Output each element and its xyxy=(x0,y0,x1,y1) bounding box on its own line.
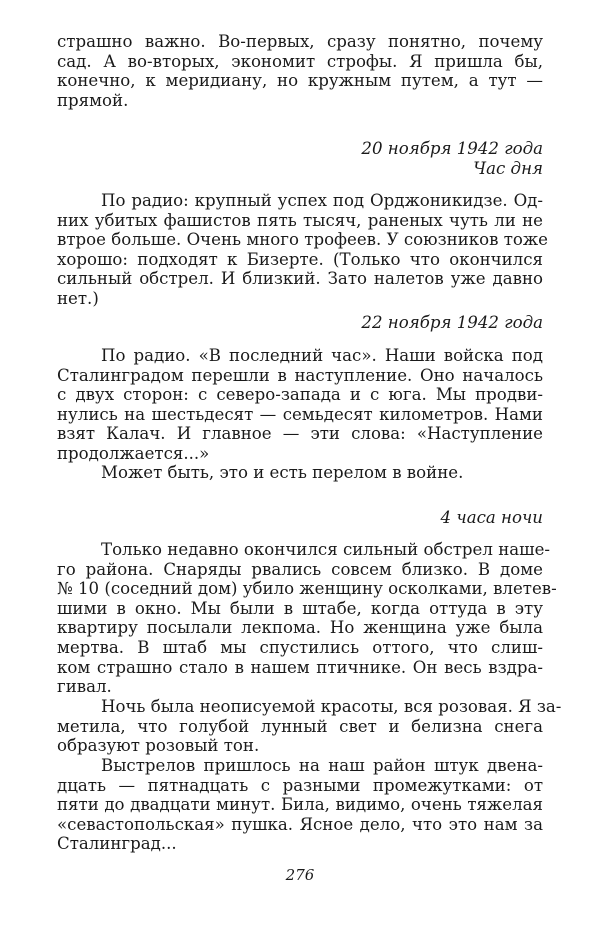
text-line: Выстрелов пришлось на наш район штук двена- xyxy=(101,756,543,775)
text-line: нет.) xyxy=(57,288,99,308)
paragraph xyxy=(57,697,562,756)
text-line: квартиру посылали лекпома. Но женщина уже была xyxy=(57,618,543,638)
date: 22 ноября 1942 года xyxy=(361,313,543,332)
text-line: втрое больше. Очень много трофеев. У союзников тоже xyxy=(57,230,548,250)
text-line: По радио. «В последний час». Наши войска под xyxy=(101,346,543,365)
paragraph xyxy=(57,191,548,309)
text-line: с двух сторон: с северо-запада и с юга. Мы продви- xyxy=(57,385,543,405)
paragraph xyxy=(57,32,543,110)
paragraph xyxy=(57,540,557,697)
text-line: го района. Снаряды рвались совсем близко. В доме xyxy=(57,559,543,579)
text-line: Ночь была неописуемой красоты, вся розовая. Я за- xyxy=(101,697,562,716)
text-line: дцать — пятнадцать с разными промежутками: от xyxy=(57,775,543,795)
text-line: Сталинград... xyxy=(57,834,177,854)
text-line: страшно важно. Во-первых, сразу понятно, почему xyxy=(57,32,543,51)
paragraph xyxy=(57,756,543,854)
page-number: 276 xyxy=(285,866,315,884)
text-line: мертва. В штаб мы спустились оттого, что слиш- xyxy=(57,637,543,657)
text-line: взят Калач. И главное — эти слова: «Наступление xyxy=(57,424,543,444)
text-line: Только недавно окончился сильный обстрел наше- xyxy=(101,540,550,559)
paragraph xyxy=(57,463,543,483)
text-line: шими в окно. Мы были в штабе, когда оттуда в эту xyxy=(57,598,543,618)
text-line: По радио: крупный успех под Орджоникидзе. Од- xyxy=(101,191,543,210)
text-line: гивал. xyxy=(57,677,112,697)
text-line: пяти до двадцати минут. Била, видимо, очень тяжелая xyxy=(57,795,543,815)
text-line: образуют розовый тон. xyxy=(57,736,260,756)
diary-time-heading xyxy=(57,508,543,528)
text-line: сильный обстрел. И близкий. Зато налетов уже давно xyxy=(57,269,543,289)
diary-date-heading xyxy=(57,139,543,178)
text-line: них убитых фашистов пять тысяч, раненых чуть ли не xyxy=(57,210,543,230)
text-line: прямой. xyxy=(57,90,129,110)
date: 20 ноября 1942 года xyxy=(361,139,543,158)
time: Час дня xyxy=(473,158,543,178)
text-line: хорошо: подходят к Бизерте. (Только что окончился xyxy=(57,249,543,269)
paragraph xyxy=(57,346,543,464)
text-line: Сталинградом перешли в наступление. Оно началось xyxy=(57,365,543,385)
text-line: № 10 (соседний дом) убило женщину осколками, влетев- xyxy=(57,579,557,599)
text-line: Может быть, это и есть перелом в войне. xyxy=(101,463,464,482)
text-line: метила, что голубой лунный свет и белизна снега xyxy=(57,716,543,736)
text-line: конечно, к меридиану, но кружным путем, а тут — xyxy=(57,71,543,91)
text-line: «севастопольская» пушка. Ясное дело, что это нам за xyxy=(57,814,543,834)
time: 4 часа ночи xyxy=(440,508,543,527)
text-line: продолжается...» xyxy=(57,443,210,463)
text-line: нулись на шестьдесят — семьдесят километров. Нами xyxy=(57,404,543,424)
diary-date-heading xyxy=(57,313,543,333)
text-line: ком страшно стало в нашем птичнике. Он весь вздра- xyxy=(57,657,543,677)
text-line: сад. А во-вторых, экономит строфы. Я пришла бы, xyxy=(57,51,543,71)
